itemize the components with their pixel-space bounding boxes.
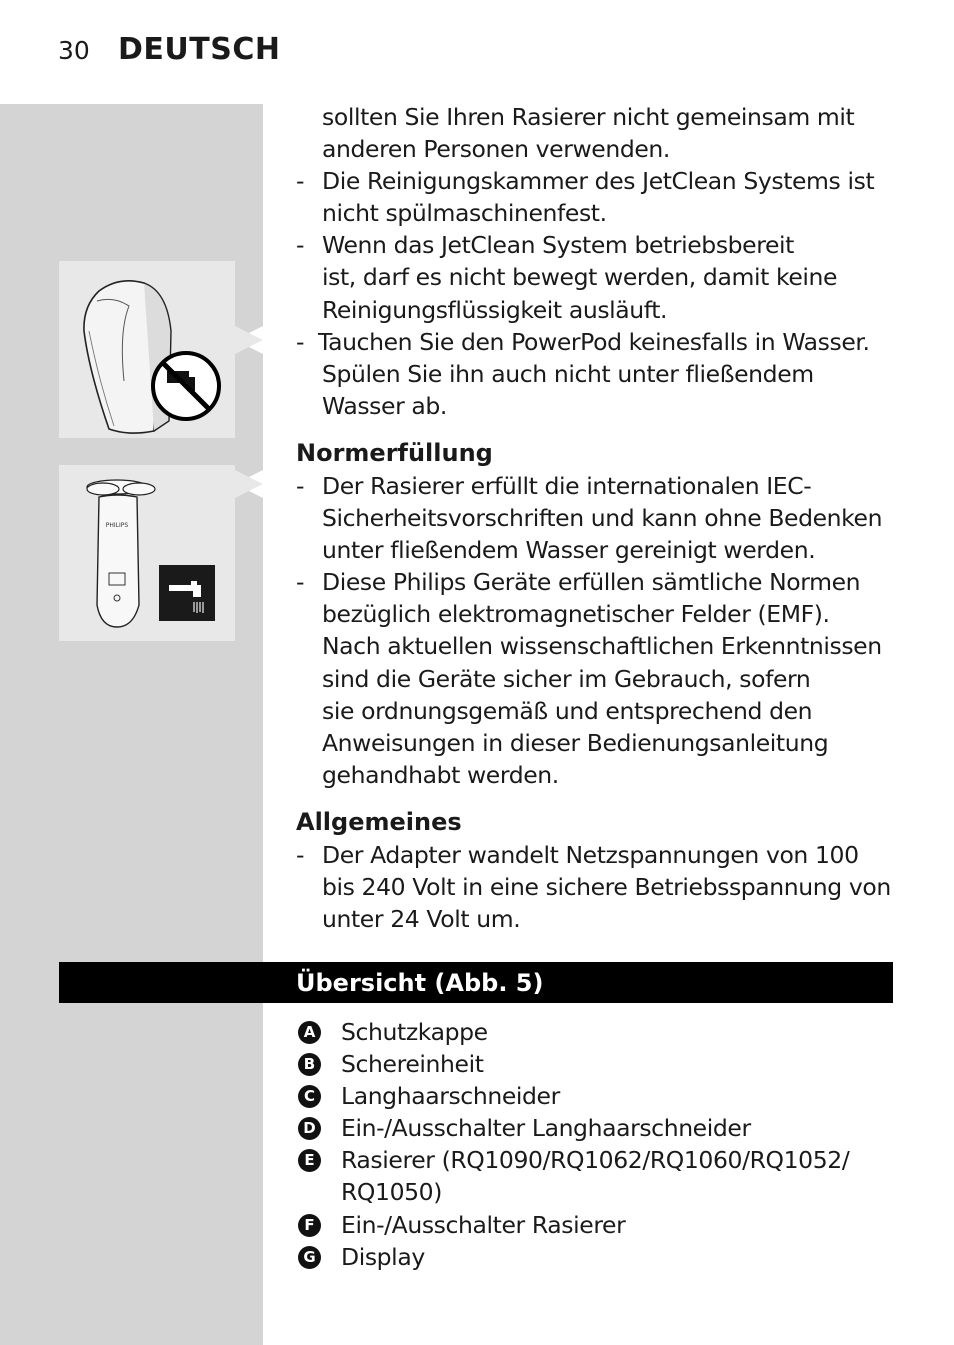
- list-item: - Diese Philips Geräte erfüllen sämtliche Normen bezüglich elektromagnetischer Felder (EMF). Nach aktuellen wissenschaftlichen Erkenntnissen sind die Geräte sicher im Gebrauch, sofern sie ordnungsgemäß und entsprechend den Anweisungen in dieser Bedienungsanleitung gehandhabt werden.: [296, 568, 882, 789]
- figure-pointer: [235, 326, 263, 354]
- brand-label: PHILIPS: [105, 522, 129, 529]
- page-heading: DEUTSCH: [118, 32, 281, 67]
- letter-badge: A: [298, 1021, 321, 1044]
- figure-shaver-washable: [59, 465, 235, 641]
- legend-item: G Display: [298, 1241, 898, 1273]
- legend-item: A Schutzkappe: [298, 1016, 898, 1048]
- list-item: - Der Rasierer erfüllt die internationalen IEC- Sicherheitsvorschriften und kann ohne Bedenken unter fließendem Wasser gereinigt werden.: [296, 471, 883, 565]
- legend-item: F Ein-/Ausschalter Rasierer: [298, 1209, 898, 1241]
- letter-badge: F: [298, 1214, 321, 1237]
- overview-legend: [298, 1016, 898, 1273]
- list-item: - Der Adapter wandelt Netzspannungen von 100 bis 240 Volt in eine sichere Betriebsspannung von unter 24 Volt um.: [296, 840, 891, 934]
- paragraph-continued: sollten Sie Ihren Rasierer nicht gemeinsam mit anderen Personen verwenden.: [322, 103, 855, 164]
- figure-powerpod-no-water: [59, 261, 235, 438]
- list-item: - Die Reinigungskammer des JetClean Systems ist nicht spülmaschinenfest.: [296, 167, 875, 228]
- figure-pointer: [235, 470, 263, 498]
- letter-badge: E: [298, 1149, 321, 1172]
- page-number: 30: [58, 36, 90, 65]
- letter-badge: B: [298, 1053, 321, 1076]
- list-item: - Wenn das JetClean System betriebsbereit ist, darf es nicht bewegt werden, damit keine Reinigungsflüssigkeit ausläuft.: [296, 231, 838, 324]
- letter-badge: C: [298, 1085, 321, 1108]
- overview-title: Übersicht (Abb. 5): [296, 969, 544, 997]
- section-heading-general: Allgemeines: [296, 807, 462, 836]
- letter-badge: D: [298, 1117, 321, 1140]
- legend-item: D Ein-/Ausschalter Langhaarschneider: [298, 1112, 898, 1144]
- legend-item: E Rasierer (RQ1090/RQ1062/RQ1060/RQ1052/ RQ1050): [298, 1144, 898, 1208]
- list-item: - Tauchen Sie den PowerPod keinesfalls in Wasser. Spülen Sie ihn auch nicht unter fließendem Wasser ab.: [296, 327, 870, 420]
- legend-item: C Langhaarschneider: [298, 1080, 898, 1112]
- section-heading-norm: Normerfüllung: [296, 438, 493, 467]
- legend-item: B Schereinheit: [298, 1048, 898, 1080]
- section-bar-overview: [59, 962, 893, 1003]
- letter-badge: G: [298, 1246, 321, 1269]
- main-text: [296, 101, 906, 935]
